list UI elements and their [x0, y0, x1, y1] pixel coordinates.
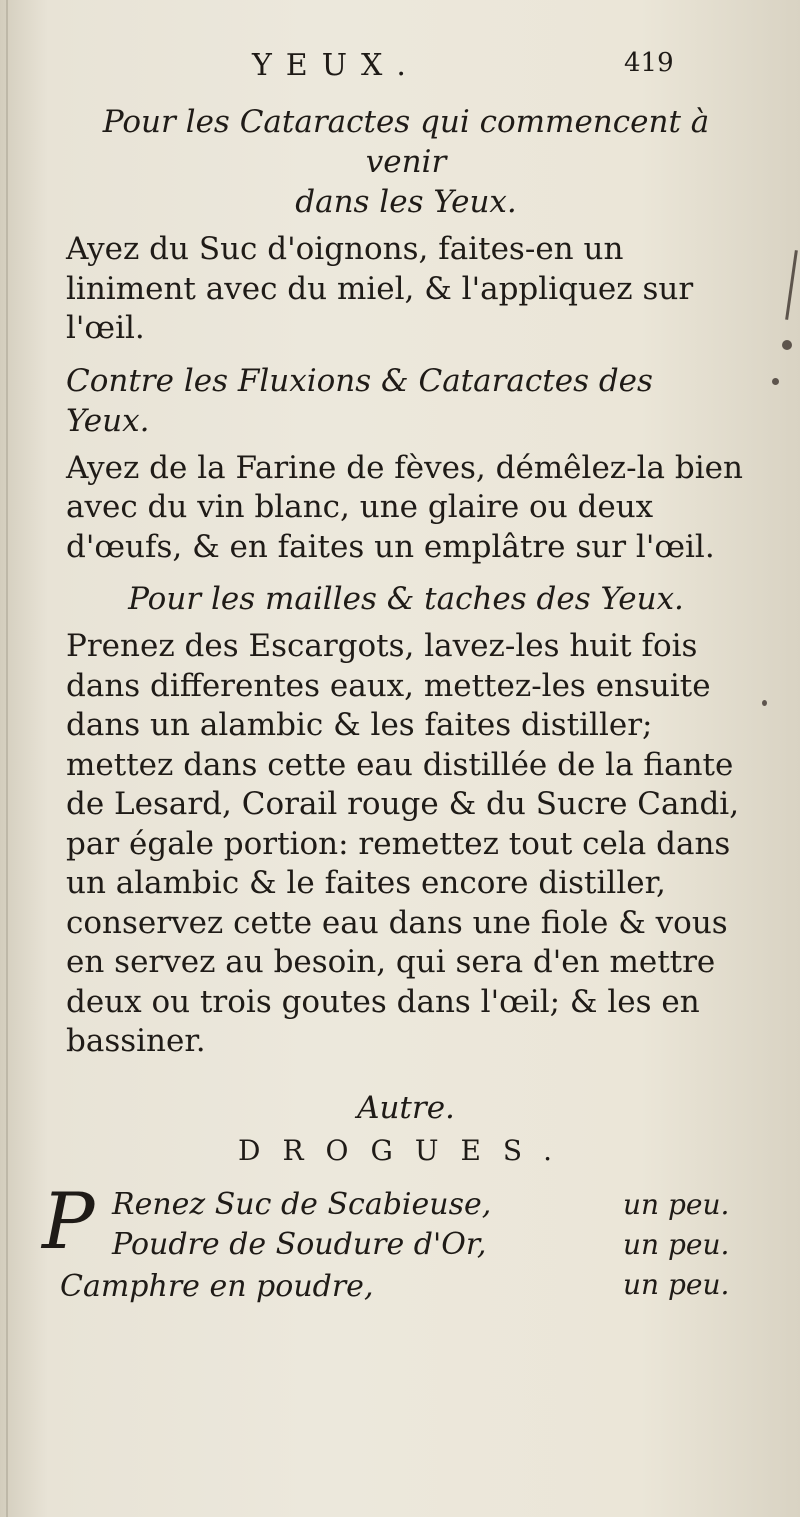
recipe-quantity: un peu.: [623, 1267, 730, 1301]
section-mailles: [66, 579, 746, 1062]
running-head: YEUX.: [252, 48, 420, 83]
section-paragraph: Ayez du Suc d'oignons, faites-en un liniment avec du miel, & l'appliquez sur l'œil.: [66, 231, 694, 346]
section-title: Pour les mailles & taches des Yeux.: [128, 581, 684, 617]
section-cataractes: [66, 102, 746, 349]
drop-cap: P: [42, 1176, 95, 1267]
recipe-list: [42, 1176, 746, 1327]
section-paragraph: Prenez des Escargots, lavez-les huit fois dans differentes eaux, mettez-les ensuite dans un alambic & les faites distiller; mettez dans cette eau distillée de la fiante de Lesard, Corail rouge & du Sucre Candi, par égale portion: remettez tout cela dans un alambic & le faites encore distiller, conservez cette eau dans une fiole & vous en servez au besoin, qui sera d'en mettre deux ou trois goutes dans l'œil; & les en bassiner.: [66, 628, 740, 1059]
ink-stain: [772, 378, 779, 385]
recipe-item: Camphre en poudre,: [60, 1268, 374, 1304]
recipe-quantity: un peu.: [623, 1187, 730, 1221]
section-title-line: dans les Yeux.: [295, 184, 517, 220]
ink-stain: [782, 340, 792, 350]
recipe-item: Poudre de Soudure d'Or,: [112, 1226, 487, 1262]
text-block: [42, 38, 746, 1327]
recipe-quantity: un peu.: [623, 1227, 730, 1261]
page-number: 419: [624, 48, 674, 78]
page-header: [66, 38, 746, 90]
margin-mark: [785, 250, 798, 320]
section-fluxions: [66, 361, 746, 568]
autre-heading: Autre.: [357, 1089, 455, 1126]
section-title: Contre les Fluxions & Cataractes des Yeux.: [66, 362, 653, 439]
drogues-heading: DROGUES.: [238, 1133, 574, 1167]
section-paragraph: Ayez de la Farine de fèves, démêlez-la bien avec du vin blanc, une glaire ou deux d'œufs, & en faites un emplâtre sur l'œil.: [66, 449, 743, 565]
ink-stain: [762, 700, 767, 706]
section-title-line: Pour les Cataractes qui commencent à venir: [102, 104, 710, 180]
page-gutter: [6, 0, 8, 1517]
recipe-item: Renez Suc de Scabieuse,: [112, 1186, 492, 1222]
section-title: [66, 102, 746, 222]
